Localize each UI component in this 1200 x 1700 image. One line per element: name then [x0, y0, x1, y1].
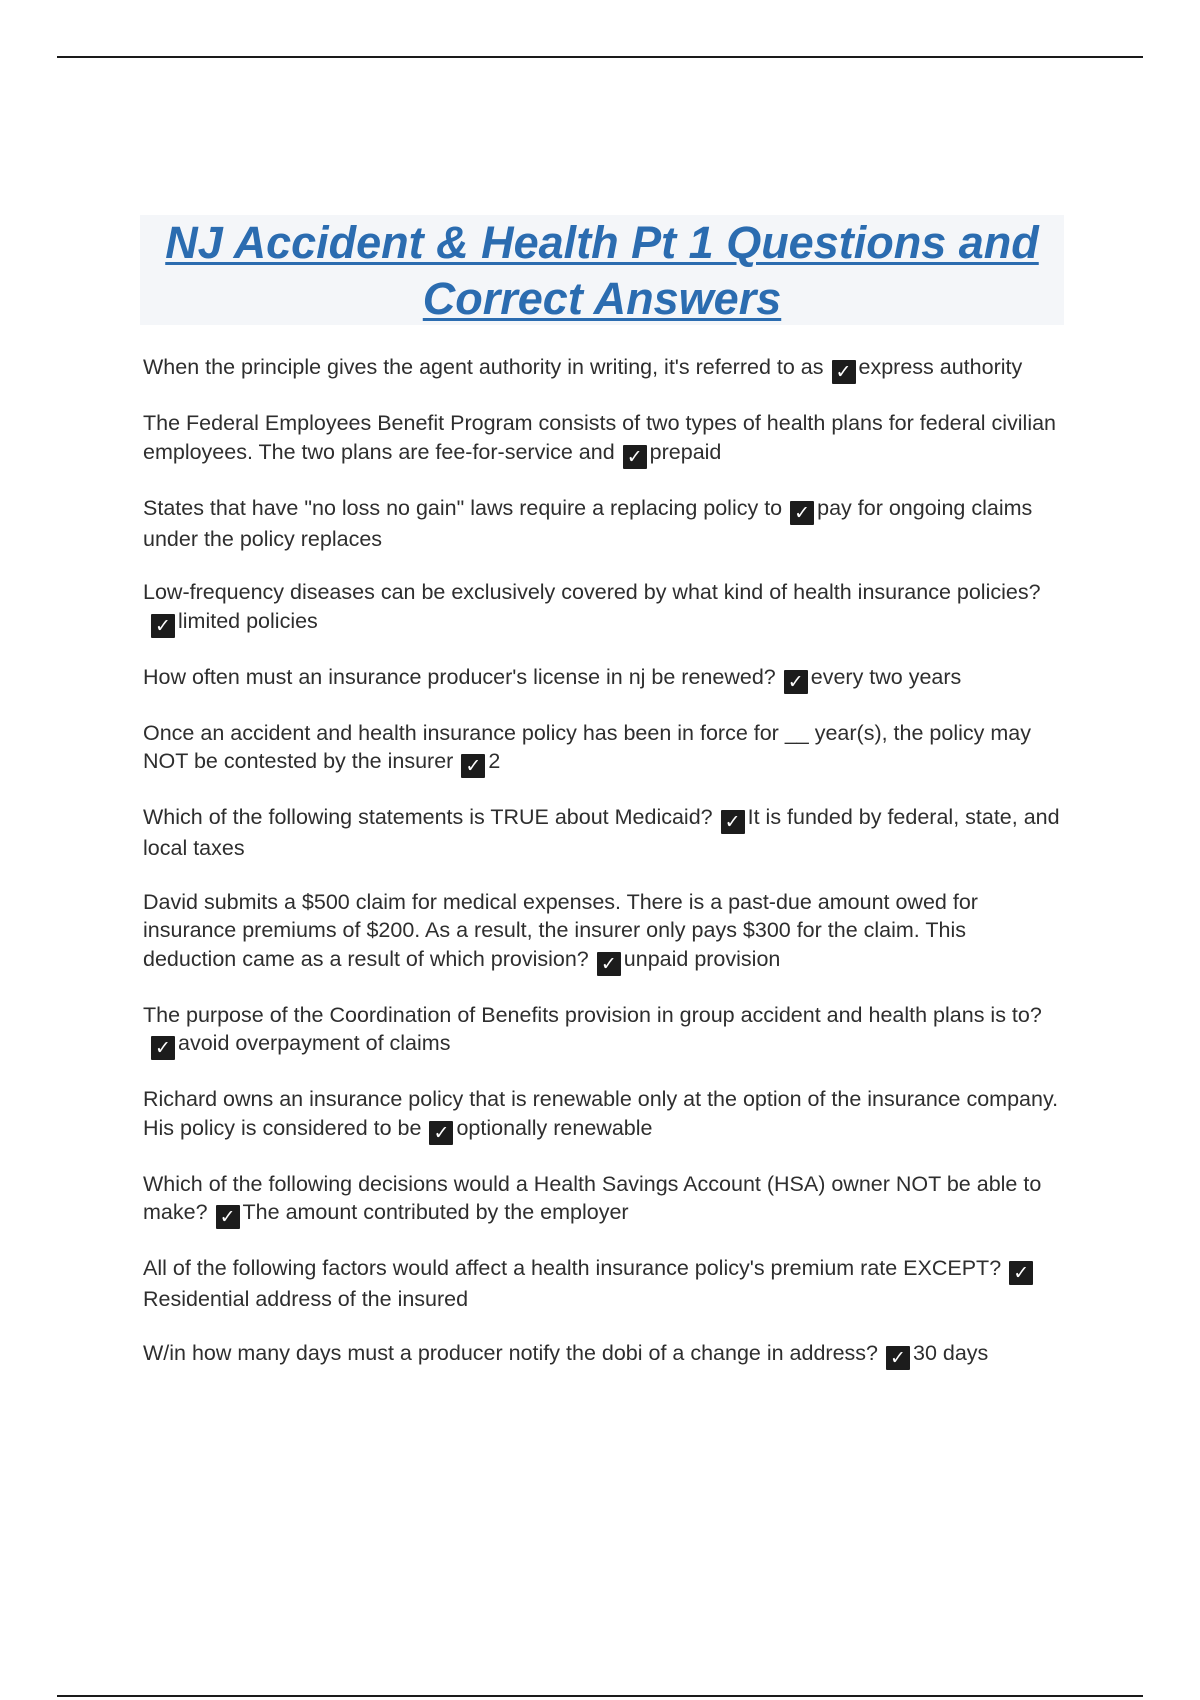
qa-item: [143, 409, 1063, 469]
check-box-icon: ✓: [597, 952, 621, 976]
qa-item: [143, 1170, 1063, 1230]
answer-text: 2: [488, 749, 501, 773]
check-box-icon: ✓: [790, 501, 814, 525]
document-title: NJ Accident & Health Pt 1 Questions and Correct Answers: [165, 217, 1039, 324]
check-box-icon: ✓: [151, 614, 175, 638]
answer-text: pay for ongoing claims under the policy replaces: [143, 495, 1033, 551]
check-box-icon: ✓: [461, 754, 485, 778]
question-text: Richard owns an insurance policy that is renewable only at the option of the insurance company. His policy is considered to be: [143, 1087, 1059, 1140]
answer-text: express authority: [858, 355, 1023, 379]
qa-item: [143, 663, 1063, 694]
qa-item: [143, 494, 1063, 554]
answer-text: limited policies: [178, 608, 318, 633]
question-text: Once an accident and health insurance policy has been in force for __ year(s), the policy may NOT be contested by the insurer: [143, 720, 1031, 773]
check-box-icon: ✓: [623, 445, 647, 469]
question-text: Low-frequency diseases can be exclusively covered by what kind of health insurance policies?: [143, 580, 1041, 604]
qa-item: [143, 1339, 1063, 1370]
answer-text: 30 days: [913, 1340, 989, 1365]
question-text: The Federal Employees Benefit Program consists of two types of health plans for federal civilian employees. The two plans are fee-for-service and: [143, 411, 1057, 464]
check-box-icon: ✓: [1009, 1261, 1033, 1285]
question-text: When the principle gives the agent authority in writing, it's referred to as: [143, 355, 824, 379]
qa-item: [143, 888, 1063, 976]
top-rule: [57, 56, 1143, 58]
answer-text: prepaid: [649, 439, 722, 464]
answer-text: unpaid provision: [623, 946, 781, 971]
answer-text: The amount contributed by the employer: [242, 1200, 629, 1224]
check-box-icon: ✓: [216, 1205, 240, 1229]
check-box-icon: ✓: [721, 810, 745, 834]
qa-item: [143, 1254, 1063, 1314]
answer-text: every two years: [810, 664, 962, 689]
answer-text: optionally renewable: [456, 1115, 653, 1140]
qa-item: [143, 578, 1063, 638]
question-text: Which of the following statements is TRUE about Medicaid?: [143, 805, 713, 829]
question-text: All of the following factors would affect a health insurance policy's premium rate EXCEPT?: [143, 1256, 1002, 1280]
question-text: David submits a $500 claim for medical expenses. There is a past-due amount owed for insurance premiums of $200. As a result, the insurer only pays $300 for the claim. This deduction came as a result of which provision?: [143, 889, 978, 971]
qa-item: [143, 719, 1063, 779]
answer-text: avoid overpayment of claims: [178, 1031, 451, 1055]
check-box-icon: ✓: [886, 1346, 910, 1370]
question-text: Which of the following decisions would a Health Savings Account (HSA) owner NOT be able to make?: [143, 1171, 1042, 1224]
check-box-icon: ✓: [784, 670, 808, 694]
question-text: How often must an insurance producer's license in nj be renewed?: [143, 664, 776, 689]
bottom-rule: [57, 1695, 1143, 1697]
qa-item: [143, 1085, 1063, 1145]
check-box-icon: ✓: [429, 1121, 453, 1145]
qa-item: [143, 1001, 1063, 1061]
qa-list: [143, 353, 1063, 1395]
question-text: W/in how many days must a producer notify the dobi of a change in address?: [143, 1340, 878, 1365]
check-box-icon: ✓: [151, 1036, 175, 1060]
question-text: The purpose of the Coordination of Benefits provision in group accident and health plans is to?: [143, 1002, 1042, 1027]
question-text: States that have "no loss no gain" laws require a replacing policy to: [143, 495, 783, 520]
qa-item: [143, 803, 1063, 863]
qa-item: [143, 353, 1063, 384]
check-box-icon: ✓: [832, 360, 856, 384]
answer-text: Residential address of the insured: [143, 1287, 469, 1311]
answer-text: It is funded by federal, state, and local taxes: [143, 805, 1060, 860]
